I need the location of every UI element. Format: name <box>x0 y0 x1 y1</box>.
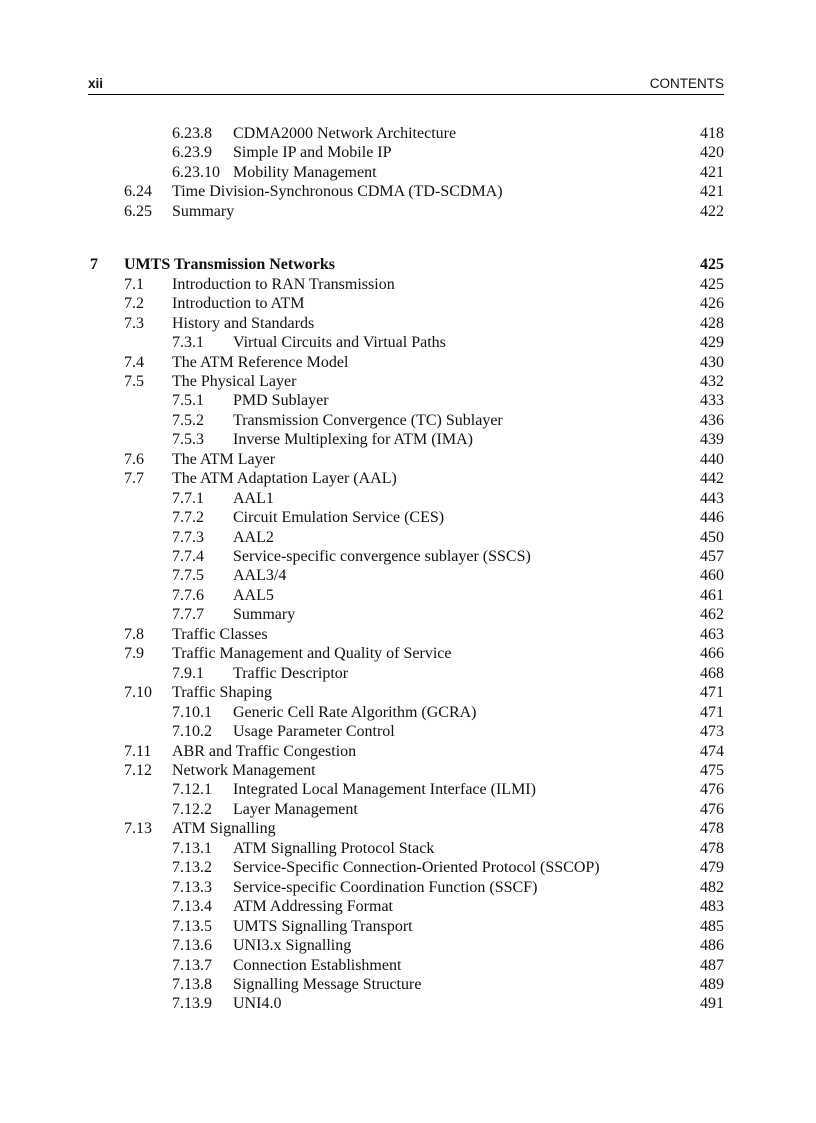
entry-number: 7.11 <box>124 742 152 760</box>
entry-page-number: 428 <box>700 314 724 332</box>
entry-number: 6.23.8 <box>172 125 212 142</box>
entry-number: 7.1 <box>124 275 144 293</box>
toc-subsection-entry[interactable] <box>0 859 816 879</box>
entry-title: Virtual Circuits and Virtual Paths <box>233 334 446 351</box>
toc-subsection-entry[interactable] <box>0 431 816 451</box>
entry-number: 7.7 <box>124 470 144 488</box>
entry-title: The ATM Adaptation Layer (AAL) <box>172 470 397 488</box>
entry-number: 7.6 <box>124 450 144 468</box>
entry-title: Mobility Management <box>233 163 377 181</box>
entry-page-number: 483 <box>700 898 724 916</box>
toc-subsection-entry[interactable] <box>0 704 816 724</box>
entry-number: 6.23.10 <box>172 163 220 181</box>
entry-page-number: 440 <box>700 450 724 468</box>
entry-title: PMD Sublayer <box>233 392 329 410</box>
entry-title: Integrated Local Management Interface (ILMI) <box>233 781 536 799</box>
entry-page-number: 479 <box>700 859 724 877</box>
toc-section-entry[interactable] <box>0 470 816 490</box>
entry-page-number: 491 <box>700 995 724 1013</box>
entry-title: The ATM Layer <box>172 450 276 468</box>
entry-title: Transmission Convergence (TC) Sublayer <box>233 411 503 429</box>
entry-number: 7.13.1 <box>172 839 212 857</box>
toc-subsection-entry[interactable] <box>0 918 816 938</box>
entry-title: AAL2 <box>233 528 274 546</box>
page-folio: xii <box>88 76 104 91</box>
entry-number: 7.7.3 <box>172 528 204 546</box>
entry-page-number: 457 <box>700 548 724 565</box>
entry-page-number: 461 <box>700 586 724 604</box>
entry-number: 7.3 <box>124 314 144 332</box>
entry-number: 7.8 <box>124 625 144 643</box>
toc-chapter-entry[interactable] <box>0 256 816 276</box>
entry-page-number: 476 <box>700 781 724 799</box>
entry-page-number: 466 <box>700 645 724 663</box>
toc-subsection-entry[interactable] <box>0 879 816 899</box>
toc-section-entry[interactable] <box>0 354 816 374</box>
entry-number: 7.13.8 <box>172 975 212 993</box>
entry-page-number: 421 <box>700 183 724 201</box>
entry-title: CDMA2000 Network Architecture <box>233 125 457 142</box>
entry-page-number: 486 <box>700 937 724 954</box>
entry-title: AAL5 <box>233 586 274 604</box>
entry-page-number: 489 <box>700 975 724 993</box>
entry-title: Layer Management <box>233 800 358 818</box>
entry-page-number: 475 <box>700 762 724 779</box>
entry-title: Traffic Shaping <box>172 684 272 702</box>
running-title: CONTENTS <box>649 76 724 91</box>
toc-section-entry[interactable] <box>0 315 816 335</box>
toc-subsection-entry[interactable] <box>0 665 816 685</box>
toc-section-entry[interactable] <box>0 295 816 315</box>
entry-number: 7.7.2 <box>172 509 204 527</box>
entry-title: Introduction to RAN Transmission <box>172 275 395 293</box>
toc-subsection-entry[interactable] <box>0 937 816 957</box>
entry-title: ATM Signalling Protocol Stack <box>233 839 435 857</box>
entry-number: 7.5 <box>124 372 144 390</box>
entry-page-number: 482 <box>700 878 724 896</box>
entry-page-number: 462 <box>700 606 724 624</box>
toc-subsection-entry[interactable] <box>0 840 816 860</box>
entry-title: Service-Specific Connection-Oriented Protocol (SSCOP) <box>233 859 600 877</box>
entry-number: 7.12.2 <box>172 800 212 818</box>
entry-number: 7.2 <box>124 295 144 313</box>
entry-number: 7.10.1 <box>172 703 212 721</box>
entry-number: 7 <box>90 256 98 274</box>
entry-title: UNI4.0 <box>233 995 282 1013</box>
entry-number: 7.12.1 <box>172 781 212 799</box>
entry-number: 7.13.3 <box>172 878 212 896</box>
toc-subsection-entry[interactable] <box>0 144 816 164</box>
entry-title: UMTS Signalling Transport <box>233 917 413 935</box>
toc-section-entry[interactable] <box>0 762 816 782</box>
entry-title: Circuit Emulation Service (CES) <box>233 509 445 527</box>
entry-title: Traffic Classes <box>172 625 268 643</box>
entry-page-number: 442 <box>700 470 724 488</box>
entry-page-number: 487 <box>700 956 724 974</box>
entry-title: The ATM Reference Model <box>172 353 349 371</box>
toc-section-entry[interactable] <box>0 645 816 665</box>
entry-title: Summary <box>233 606 296 624</box>
entry-number: 7.5.1 <box>172 392 204 410</box>
entry-number: 7.7.4 <box>172 548 204 565</box>
toc-section-entry[interactable] <box>0 684 816 704</box>
entry-title: Simple IP and Mobile IP <box>233 144 392 162</box>
entry-title: UMTS Transmission Networks <box>124 256 335 274</box>
entry-page-number: 460 <box>700 567 724 585</box>
entry-number: 7.13.5 <box>172 917 212 935</box>
toc-subsection-entry[interactable] <box>0 412 816 432</box>
entry-title: History and Standards <box>172 314 315 332</box>
entry-page-number: 478 <box>700 820 724 838</box>
toc-section-entry[interactable] <box>0 373 816 393</box>
entry-number: 7.13.9 <box>172 995 212 1013</box>
entry-number: 6.24 <box>124 183 152 201</box>
entry-title: The Physical Layer <box>172 372 297 390</box>
toc-subsection-entry[interactable] <box>0 529 816 549</box>
entry-page-number: 430 <box>700 353 724 371</box>
entry-number: 7.10.2 <box>172 723 212 741</box>
toc-subsection-entry[interactable] <box>0 957 816 977</box>
toc-subsection-entry[interactable] <box>0 392 816 412</box>
entry-title: Service-specific convergence sublayer (SSCS) <box>233 548 531 565</box>
entry-page-number: 473 <box>700 723 724 741</box>
entry-title: Traffic Management and Quality of Service <box>172 645 452 663</box>
toc-section-entry[interactable] <box>0 203 816 223</box>
entry-page-number: 425 <box>700 275 724 293</box>
entry-page-number: 425 <box>700 256 724 274</box>
entry-page-number: 426 <box>700 295 724 313</box>
toc-subsection-entry[interactable] <box>0 606 816 626</box>
entry-title: ATM Addressing Format <box>233 898 393 916</box>
entry-title: Inverse Multiplexing for ATM (IMA) <box>233 431 473 449</box>
entry-number: 7.13.2 <box>172 859 212 877</box>
toc-subsection-entry[interactable] <box>0 723 816 743</box>
entry-number: 7.7.6 <box>172 586 204 604</box>
entry-number: 7.13.7 <box>172 956 212 974</box>
entry-page-number: 443 <box>700 489 724 507</box>
toc-subsection-entry[interactable] <box>0 125 816 145</box>
entry-title: AAL1 <box>233 489 274 507</box>
entry-number: 7.5.2 <box>172 411 204 429</box>
toc-subsection-entry[interactable] <box>0 976 816 996</box>
running-header <box>88 76 724 95</box>
entry-number: 6.25 <box>124 202 152 220</box>
toc-subsection-entry[interactable] <box>0 509 816 529</box>
entry-number: 7.9.1 <box>172 664 204 682</box>
entry-page-number: 432 <box>700 372 724 390</box>
entry-title: ABR and Traffic Congestion <box>172 742 357 760</box>
entry-page-number: 476 <box>700 800 724 818</box>
entry-title: Traffic Descriptor <box>233 664 349 682</box>
entry-page-number: 450 <box>700 528 724 546</box>
entry-number: 7.13 <box>124 820 152 838</box>
toc-subsection-entry[interactable] <box>0 490 816 510</box>
toc-subsection-entry[interactable] <box>0 334 816 354</box>
entry-number: 7.4 <box>124 353 144 371</box>
entry-page-number: 485 <box>700 917 724 935</box>
entry-title: Time Division-Synchronous CDMA (TD-SCDMA) <box>172 183 503 201</box>
toc-section-entry[interactable] <box>0 451 816 471</box>
entry-page-number: 478 <box>700 839 724 857</box>
toc-section-entry[interactable] <box>0 183 816 203</box>
entry-title: Generic Cell Rate Algorithm (GCRA) <box>233 703 477 721</box>
entry-title: Summary <box>172 202 235 220</box>
entry-number: 7.5.3 <box>172 431 204 449</box>
entry-number: 7.9 <box>124 645 144 663</box>
entry-page-number: 474 <box>700 742 724 760</box>
entry-number: 7.7.5 <box>172 567 204 585</box>
toc-subsection-entry[interactable] <box>0 548 816 568</box>
toc-section-entry[interactable] <box>0 820 816 840</box>
entry-page-number: 418 <box>700 125 724 142</box>
entry-number: 7.13.6 <box>172 937 212 954</box>
toc-subsection-entry[interactable] <box>0 587 816 607</box>
entry-title: ATM Signalling <box>172 820 276 838</box>
toc-section-entry[interactable] <box>0 276 816 296</box>
entry-title: Usage Parameter Control <box>233 723 395 741</box>
entry-title: Connection Establishment <box>233 956 402 974</box>
entry-page-number: 421 <box>700 163 724 181</box>
entry-title: Service-specific Coordination Function (SSCF) <box>233 878 538 896</box>
entry-title: UNI3.x Signalling <box>233 937 352 954</box>
toc-section-entry[interactable] <box>0 743 816 763</box>
entry-page-number: 463 <box>700 625 724 643</box>
entry-page-number: 420 <box>700 144 724 162</box>
entry-page-number: 471 <box>700 703 724 721</box>
toc-subsection-entry[interactable] <box>0 995 816 1015</box>
toc-subsection-entry[interactable] <box>0 898 816 918</box>
entry-number: 7.10 <box>124 684 152 702</box>
entry-page-number: 439 <box>700 431 724 449</box>
toc-subsection-entry[interactable] <box>0 801 816 821</box>
entry-page-number: 422 <box>700 202 724 220</box>
entry-page-number: 468 <box>700 664 724 682</box>
toc-subsection-entry[interactable] <box>0 567 816 587</box>
toc-subsection-entry[interactable] <box>0 781 816 801</box>
entry-number: 7.12 <box>124 762 152 779</box>
toc-subsection-entry[interactable] <box>0 164 816 184</box>
entry-page-number: 446 <box>700 509 724 527</box>
entry-page-number: 471 <box>700 684 724 702</box>
entry-title: AAL3/4 <box>233 567 287 585</box>
entry-page-number: 436 <box>700 411 724 429</box>
entry-number: 6.23.9 <box>172 144 212 162</box>
entry-page-number: 429 <box>700 334 724 351</box>
entry-number: 7.3.1 <box>172 334 204 351</box>
entry-title: Introduction to ATM <box>172 295 305 313</box>
entry-page-number: 433 <box>700 392 724 410</box>
entry-number: 7.13.4 <box>172 898 212 916</box>
entry-title: Signalling Message Structure <box>233 975 422 993</box>
entry-number: 7.7.7 <box>172 606 204 624</box>
toc-section-entry[interactable] <box>0 626 816 646</box>
entry-number: 7.7.1 <box>172 489 204 507</box>
entry-title: Network Management <box>172 762 316 779</box>
